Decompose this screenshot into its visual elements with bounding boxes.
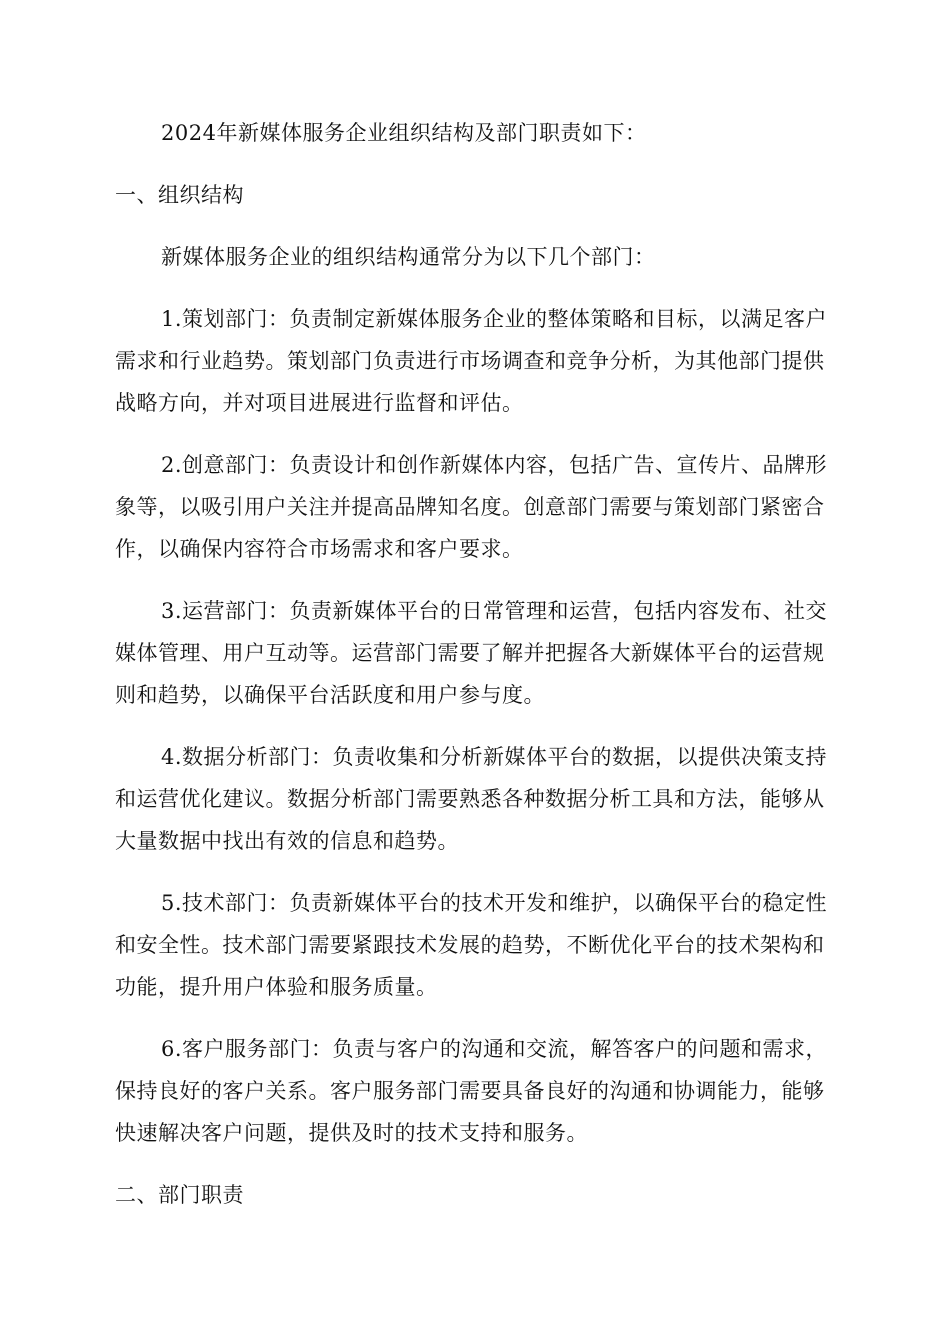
department-item-planning: 1.策划部门：负责制定新媒体服务企业的整体策略和目标，以满足客户需求和行业趋势。策划部门负责进行市场调查和竞争分析，为其他部门提供战略方向，并对项目进展进行监督和评估。 — [115, 307, 828, 415]
section-heading-responsibilities: 二、部门职责 — [115, 1183, 244, 1207]
section-lead-paragraph: 新媒体服务企业的组织结构通常分为以下几个部门： — [161, 245, 656, 269]
document-body — [115, 112, 837, 1216]
department-item-data-analysis: 4.数据分析部门：负责收集和分析新媒体平台的数据，以提供决策支持和运营优化建议。数据分析部门需要熟悉各种数据分析工具和方法，能够从大量数据中找出有效的信息和趋势。 — [115, 745, 828, 853]
department-item-customer-service: 6.客户服务部门：负责与客户的沟通和交流，解答客户的问题和需求，保持良好的客户关系。客户服务部门需要具备良好的沟通和协调能力，能够快速解决客户问题，提供及时的技术支持和服务。 — [115, 1037, 828, 1145]
department-item-creative: 2.创意部门：负责设计和创作新媒体内容，包括广告、宣传片、品牌形象等，以吸引用户关注并提高品牌知名度。创意部门需要与策划部门紧密合作，以确保内容符合市场需求和客户要求。 — [115, 453, 828, 561]
department-item-technology: 5.技术部门：负责新媒体平台的技术开发和维护，以确保平台的稳定性和安全性。技术部门需要紧跟技术发展的趋势，不断优化平台的技术架构和功能，提升用户体验和服务质量。 — [115, 891, 828, 999]
intro-paragraph: 2024年新媒体服务企业组织结构及部门职责如下： — [161, 121, 647, 145]
department-item-operations: 3.运营部门：负责新媒体平台的日常管理和运营，包括内容发布、社交媒体管理、用户互动等。运营部门需要了解并把握各大新媒体平台的运营规则和趋势，以确保平台活跃度和用户参与度。 — [115, 599, 828, 707]
section-heading-organization: 一、组织结构 — [115, 183, 244, 207]
